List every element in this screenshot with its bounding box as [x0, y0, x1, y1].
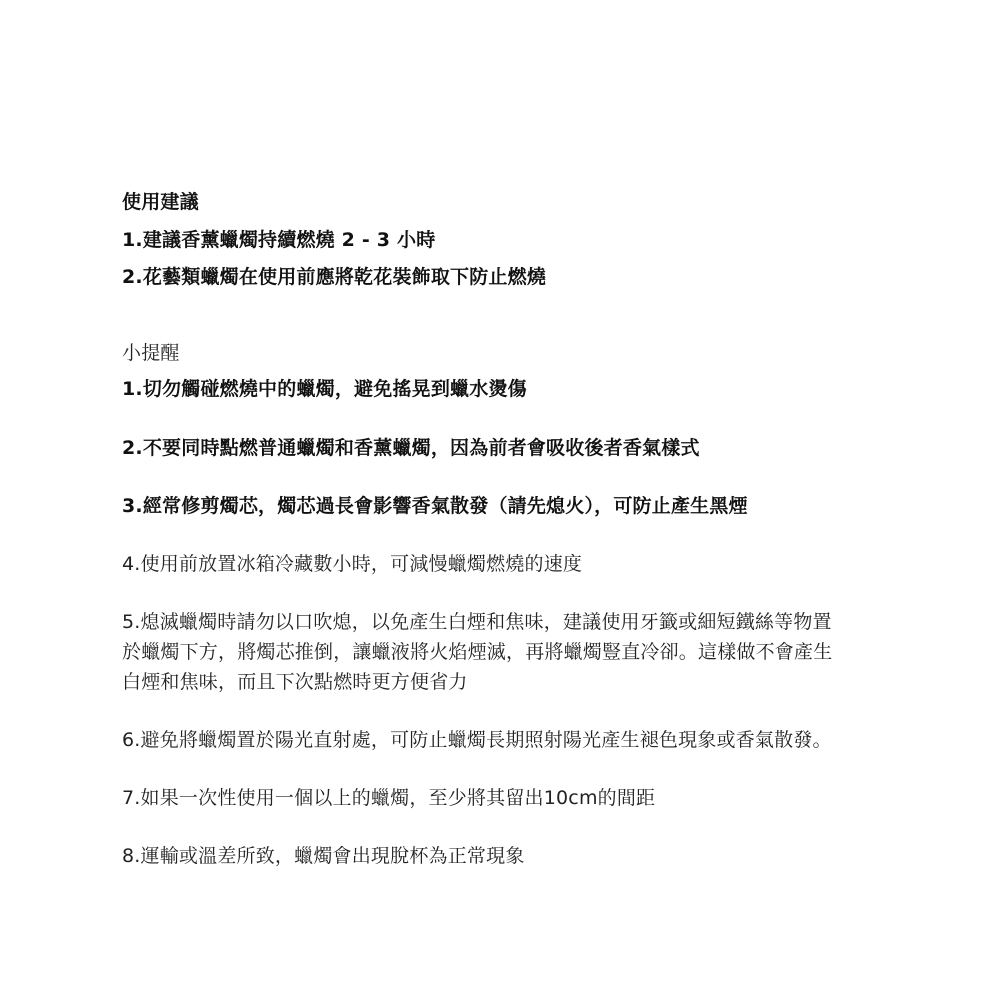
usage-item-2: 2.花藝類蠟燭在使用前應將乾花裝飾取下防止燃燒: [122, 266, 547, 288]
tip-item-8: 8.運輸或溫差所致，蠟燭會出現脫杯為正常現象: [122, 845, 525, 867]
tip-item-4: 4.使用前放置冰箱冷藏數小時，可減慢蠟燭燃燒的速度: [122, 553, 583, 575]
tip-item-1: 1.切勿觸碰燃燒中的蠟燭，避免搖晃到蠟水燙傷: [122, 378, 527, 400]
tip-item-6: 6.避免將蠟燭置於陽光直射處，可防止蠟燭長期照射陽光產生褪色現象或香氣散發。: [122, 729, 832, 751]
tip-item-5-line-3: 白煙和焦味，而且下次點燃時更方便省力: [122, 671, 468, 693]
tip-item-7: 7.如果一次性使用一個以上的蠟燭，至少將其留出10cm的間距: [122, 787, 656, 809]
tip-item-3: 3.經常修剪燭芯，燭芯過長會影響香氣散發（請先熄火），可防止產生黑煙: [122, 495, 748, 517]
tip-item-5-line-1: 5.熄滅蠟燭時請勿以口吹熄，以免產生白煙和焦味，建議使用牙籤或細短鐵絲等物置: [122, 611, 832, 633]
usage-heading: 使用建議: [122, 191, 199, 213]
tips-heading: 小提醒: [122, 342, 180, 364]
usage-item-1: 1.建議香薰蠟燭持續燃燒 2 - 3 小時: [122, 229, 436, 251]
tip-item-5-line-2: 於蠟燭下方，將燭芯推倒，讓蠟液將火焰煙滅，再將蠟燭豎直冷卻。這樣做不會產生: [122, 641, 833, 663]
tip-item-2: 2.不要同時點燃普通蠟燭和香薰蠟燭，因為前者會吸收後者香氣樣式: [122, 437, 700, 459]
